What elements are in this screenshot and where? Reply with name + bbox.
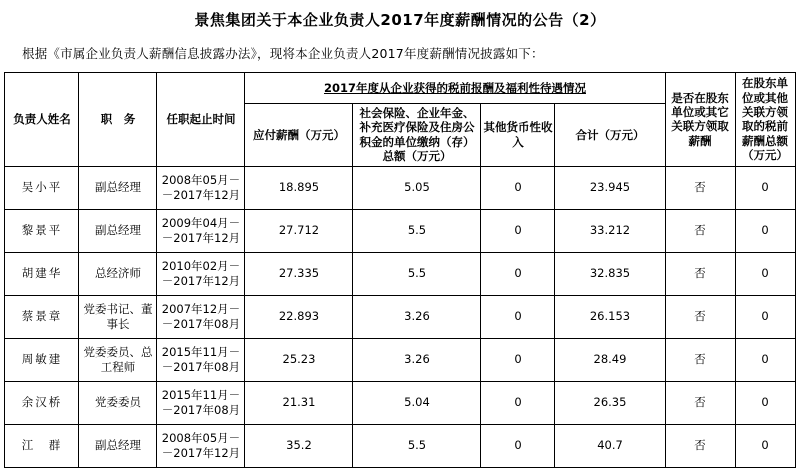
- cell-post: 党委书记、董事长: [79, 295, 157, 338]
- cell-pay: 18.895: [245, 166, 353, 209]
- cell-term: 2015年11月－－2017年08月: [157, 381, 245, 424]
- header-holding: 是否在股东单位或其它关联方领取薪酬: [665, 73, 735, 167]
- cell-name: 黎景平: [5, 209, 79, 252]
- cell-term: 2009年04月－－2017年12月: [157, 209, 245, 252]
- cell-insurance: 5.5: [353, 424, 481, 467]
- cell-term: 2010年02月－－2017年12月: [157, 252, 245, 295]
- cell-total: 23.945: [555, 166, 665, 209]
- cell-total: 26.35: [555, 381, 665, 424]
- header-total: 合计（万元）: [555, 104, 665, 167]
- cell-post: 副总经理: [79, 166, 157, 209]
- cell-post: 党委委员、总工程师: [79, 338, 157, 381]
- cell-other-income: 0: [481, 295, 555, 338]
- cell-insurance: 5.5: [353, 252, 481, 295]
- cell-name: 江 群: [5, 424, 79, 467]
- cell-other-income: 0: [481, 209, 555, 252]
- header-post: 职 务: [79, 73, 157, 167]
- cell-holding-amount: 0: [735, 295, 795, 338]
- cell-post: 副总经理: [79, 424, 157, 467]
- table-row: [5, 209, 795, 252]
- cell-holding-amount: 0: [735, 166, 795, 209]
- cell-term: 2007年12月－－2017年08月: [157, 295, 245, 338]
- header-other-income: 其他货币性收入: [481, 104, 555, 167]
- cell-total: 33.212: [555, 209, 665, 252]
- cell-holding-amount: 0: [735, 424, 795, 467]
- cell-total: 32.835: [555, 252, 665, 295]
- cell-holding: 否: [665, 338, 735, 381]
- cell-holding: 否: [665, 295, 735, 338]
- cell-name: 余汉桥: [5, 381, 79, 424]
- cell-post: 党委委员: [79, 381, 157, 424]
- table-row: [5, 252, 795, 295]
- cell-pay: 25.23: [245, 338, 353, 381]
- table-row: [5, 166, 795, 209]
- cell-name: 周敏建: [5, 338, 79, 381]
- table-row: [5, 338, 795, 381]
- cell-pay: 27.335: [245, 252, 353, 295]
- cell-insurance: 3.26: [353, 338, 481, 381]
- cell-holding-amount: 0: [735, 209, 795, 252]
- page-title: 景焦集团关于本企业负责人2017年度薪酬情况的公告（2）: [194, 11, 606, 29]
- cell-other-income: 0: [481, 252, 555, 295]
- cell-insurance: 5.5: [353, 209, 481, 252]
- cell-holding: 否: [665, 381, 735, 424]
- cell-insurance: 3.26: [353, 295, 481, 338]
- cell-name: 胡建华: [5, 252, 79, 295]
- cell-total: 40.7: [555, 424, 665, 467]
- cell-insurance: 5.04: [353, 381, 481, 424]
- header-name: 负责人姓名: [5, 73, 79, 167]
- cell-other-income: 0: [481, 381, 555, 424]
- cell-other-income: 0: [481, 338, 555, 381]
- cell-holding-amount: 0: [735, 381, 795, 424]
- cell-holding: 否: [665, 252, 735, 295]
- header-term: 任职起止时间: [157, 73, 245, 167]
- cell-holding: 否: [665, 166, 735, 209]
- table-header-row-top: [5, 73, 795, 104]
- cell-pay: 21.31: [245, 381, 353, 424]
- table-row: [5, 381, 795, 424]
- header-income-group: 2017年度从企业获得的税前报酬及福利性待遇情况: [245, 73, 665, 104]
- header-pay: 应付薪酬（万元）: [245, 104, 353, 167]
- cell-term: 2015年11月－－2017年08月: [157, 338, 245, 381]
- header-insurance: 社会保险、企业年金、补充医疗保险及住房公积金的单位缴纳（存）总额（万元）: [353, 104, 481, 167]
- header-holding-amount: 在股东单位或其他关联方领取的税前薪酬总额（万元）: [735, 73, 795, 167]
- cell-holding-amount: 0: [735, 252, 795, 295]
- cell-pay: 22.893: [245, 295, 353, 338]
- cell-insurance: 5.05: [353, 166, 481, 209]
- cell-term: 2008年05月－－2017年12月: [157, 166, 245, 209]
- cell-post: 总经济师: [79, 252, 157, 295]
- cell-pay: 35.2: [245, 424, 353, 467]
- cell-term: 2008年05月－－2017年12月: [157, 424, 245, 467]
- cell-holding-amount: 0: [735, 338, 795, 381]
- cell-name: 吴小平: [5, 166, 79, 209]
- cell-other-income: 0: [481, 424, 555, 467]
- cell-post: 副总经理: [79, 209, 157, 252]
- cell-holding: 否: [665, 209, 735, 252]
- intro-paragraph: 根据《市属企业负责人薪酬信息披露办法》，现将本企业负责人2017年度薪酬情况披露如下：: [22, 46, 544, 61]
- cell-name: 蔡景章: [5, 295, 79, 338]
- table-row: [5, 295, 795, 338]
- cell-total: 28.49: [555, 338, 665, 381]
- cell-holding: 否: [665, 424, 735, 467]
- table-row: [5, 424, 795, 467]
- cell-pay: 27.712: [245, 209, 353, 252]
- compensation-table: [4, 72, 795, 468]
- cell-total: 26.153: [555, 295, 665, 338]
- cell-other-income: 0: [481, 166, 555, 209]
